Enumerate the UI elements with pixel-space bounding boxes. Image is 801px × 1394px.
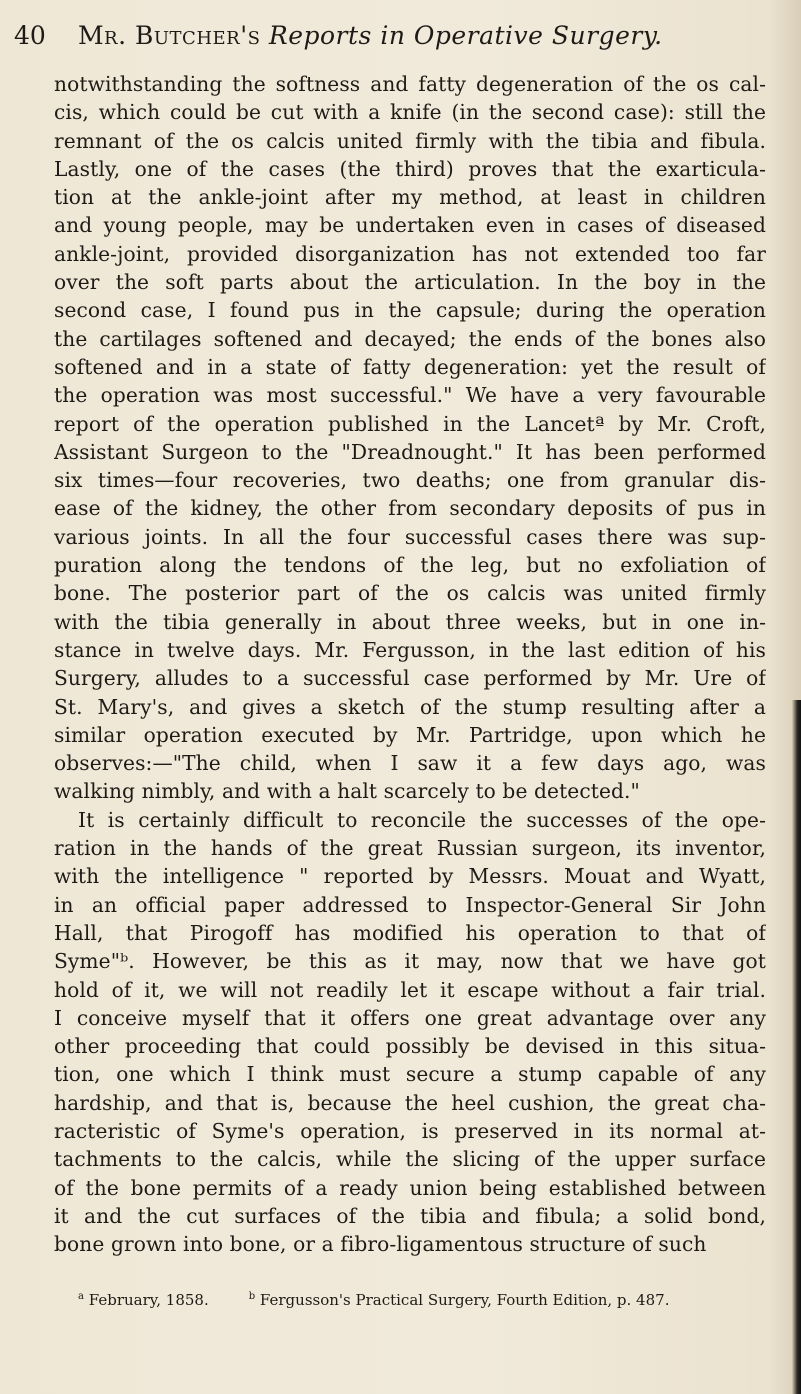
text-line: and young people, may be undertaken even in cases of diseased xyxy=(54,213,766,238)
text-line: it and the cut surfaces of the tibia and fibula; a solid bond, xyxy=(54,1203,766,1228)
text-line: ration in the hands of the great Russian surgeon, its inventor, xyxy=(54,836,766,861)
footnote xyxy=(78,1286,209,1311)
text-line: in an official paper addressed to Inspector-General Sir John xyxy=(54,892,766,917)
text-line: with the intelligence " reported by Messrs. Mouat and Wyatt, xyxy=(54,864,766,889)
text-line: Syme"ᵇ. However, be this as it may, now that we have got xyxy=(54,949,766,974)
text-line: hardship, and that is, because the heel cushion, the great cha- xyxy=(54,1090,766,1115)
text-line: bone grown into bone, or a fibro-ligamentous structure of such xyxy=(54,1232,707,1257)
footnote-text: February, 1858. xyxy=(88,1291,209,1309)
text-line: stance in twelve days. Mr. Fergusson, in the last edition of his xyxy=(54,637,766,662)
text-line: six times—four recoveries, two deaths; one from granular dis- xyxy=(54,468,766,493)
footnote xyxy=(249,1286,670,1311)
text-line: bone. The posterior part of the os calcis was united firmly xyxy=(54,581,766,606)
text-line: It is certainly difficult to reconcile the successes of the ope- xyxy=(78,807,766,832)
text-line: Lastly, one of the cases (the third) proves that the exarticula- xyxy=(54,156,766,181)
text-line: with the tibia generally in about three weeks, but in one in- xyxy=(54,609,766,634)
footnote-text: Fergusson's Practical Surgery, Fourth Edition, p. 487. xyxy=(259,1291,670,1309)
text-line: observes:—"The child, when I saw it a few days ago, was xyxy=(54,751,766,776)
text-line: other proceeding that could possibly be devised in this situa- xyxy=(54,1034,766,1059)
text-line: racteristic of Syme's operation, is preserved in its normal at- xyxy=(54,1118,766,1143)
text-line: of the bone permits of a ready union being established between xyxy=(54,1175,766,1200)
text-line: remnant of the os calcis united firmly with the tibia and fibula. xyxy=(54,128,766,153)
text-line: similar operation executed by Mr. Partridge, upon which he xyxy=(54,722,766,747)
text-line: tion at the ankle-joint after my method, at least in children xyxy=(54,185,766,210)
running-header xyxy=(14,18,774,54)
footnote-mark: b xyxy=(248,1291,256,1302)
text-line: second case, I found pus in the capsule; during the operation xyxy=(54,298,766,323)
text-line: Hall, that Pirogoff has modified his operation to that of xyxy=(54,920,766,945)
text-line: cis, which could be cut with a knife (in the second case): still the xyxy=(54,100,766,125)
running-title xyxy=(78,21,663,50)
text-line: hold of it, we will not readily let it escape without a fair trial. xyxy=(54,977,766,1002)
footnote-mark: a xyxy=(78,1291,84,1302)
text-line: notwithstanding the softness and fatty degeneration of the os cal- xyxy=(54,72,766,96)
text-line: report of the operation published in the Lancetª by Mr. Croft, xyxy=(54,411,766,436)
book-edge-shadow xyxy=(792,700,801,1394)
text-line: tachments to the calcis, while the slicing of the upper surface xyxy=(54,1147,766,1172)
page-number: 40 xyxy=(14,21,46,50)
text-line: various joints. In all the four successful cases there was sup- xyxy=(54,524,766,549)
text-line: Assistant Surgeon to the "Dreadnought." It has been performed xyxy=(54,439,766,464)
footnotes xyxy=(78,1286,768,1311)
text-line: puration along the tendons of the leg, but no exfoliation of xyxy=(54,553,766,578)
text-line: St. Mary's, and gives a sketch of the stump resulting after a xyxy=(54,694,766,719)
text-line: ease of the kidney, the other from secondary deposits of pus in xyxy=(54,496,766,521)
text-line: the cartilages softened and decayed; the ends of the bones also xyxy=(54,326,766,351)
running-title-author: Mr. Butcher's xyxy=(77,21,261,50)
text-line: I conceive myself that it offers one great advantage over any xyxy=(54,1005,766,1030)
text-line: over the soft parts about the articulation. In the boy in the xyxy=(54,270,766,295)
text-line: ankle-joint, provided disorganization has not extended too far xyxy=(54,241,766,266)
text-line: softened and in a state of fatty degeneration: yet the result of xyxy=(54,354,766,379)
text-line: the operation was most successful." We have a very favourable xyxy=(54,383,766,408)
running-title-italic: Reports in Operative Surgery. xyxy=(268,21,663,50)
text-line: Surgery, alludes to a successful case performed by Mr. Ure of xyxy=(54,666,766,691)
text-line: walking nimbly, and with a halt scarcely to be detected." xyxy=(54,779,640,804)
body-text xyxy=(54,70,766,1258)
text-line: tion, one which I think must secure a stump capable of any xyxy=(54,1062,766,1087)
